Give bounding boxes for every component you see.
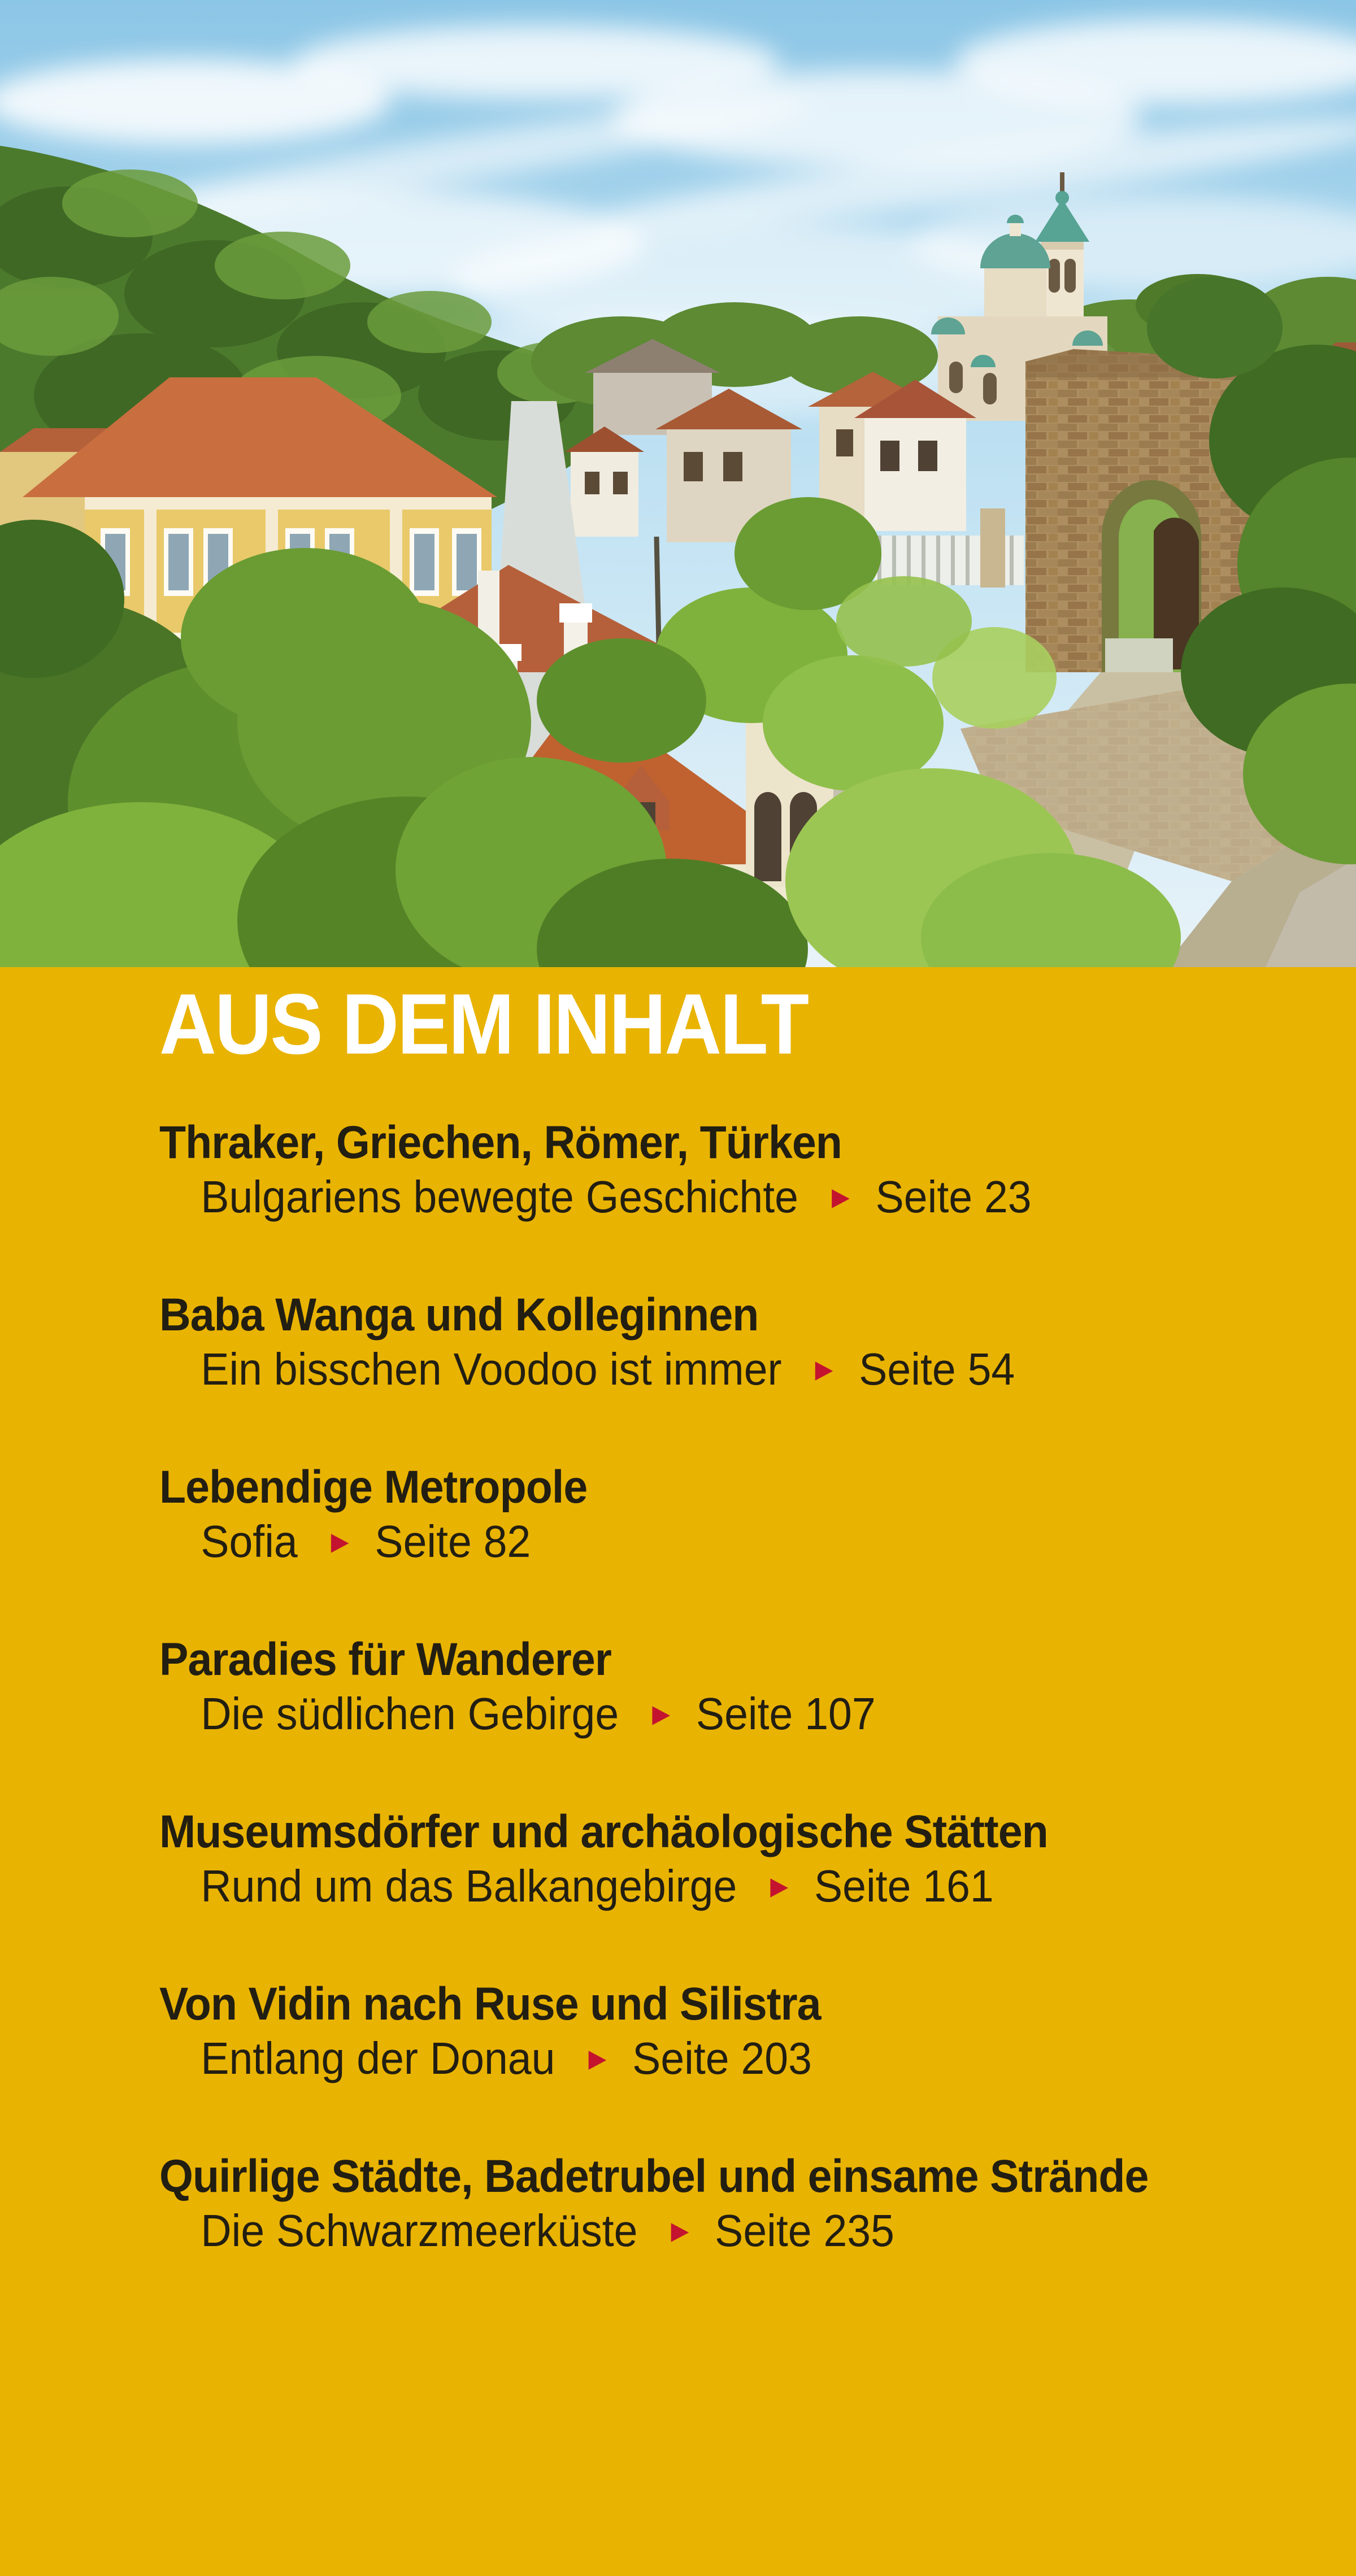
page-arrow-icon: ► <box>325 1524 355 1559</box>
toc-entry <box>159 2149 1148 2262</box>
toc-entry-subtitle: Sofia <box>201 1516 298 1567</box>
toc-entry-page: Seite 235 <box>715 2205 894 2256</box>
toc-entry-title: Museumsdörfer und archäologische Stätten <box>159 1806 1048 1857</box>
toc-entry-title: Lebendige Metropole <box>159 1461 588 1513</box>
page-arrow-icon: ► <box>646 1696 676 1731</box>
toc-entry-subtitle: Bulgariens bewegte Geschichte <box>201 1172 798 1222</box>
toc-entry-subtitle-line <box>201 2031 820 2090</box>
toc-entry-title: Baba Wanga und Kolleginnen <box>159 1289 759 1341</box>
toc-entry-subtitle-line <box>201 1859 1048 1918</box>
toc-entry-subtitle-line <box>201 1169 1031 1229</box>
toc-entry-subtitle-line <box>201 1342 1015 1401</box>
page-arrow-icon: ► <box>809 1351 839 1387</box>
toc-entry-subtitle: Die Schwarzmeerküste <box>201 2205 638 2256</box>
toc-entry-page: Seite 82 <box>375 1516 531 1567</box>
toc-entry-page: Seite 161 <box>814 1861 994 1911</box>
toc-entry-subtitle: Die südlichen Gebirge <box>201 1689 619 1739</box>
toc-entry <box>159 1633 876 1746</box>
page-arrow-icon: ► <box>764 1868 794 1904</box>
contents-section <box>0 967 1356 2576</box>
toc-entry-title: Von Vidin nach Ruse und Silistra <box>159 1978 821 2030</box>
toc-entry-page: Seite 107 <box>696 1689 876 1739</box>
toc-entry-page: Seite 54 <box>859 1344 1015 1394</box>
page-arrow-icon: ► <box>825 1179 855 1215</box>
toc-entry <box>159 1116 1032 1229</box>
toc-entry-subtitle: Rund um das Balkangebirge <box>201 1861 737 1911</box>
toc-entry <box>159 1805 1048 1918</box>
toc-entry-subtitle-line <box>201 1686 875 1746</box>
toc-entry <box>159 1288 1015 1401</box>
toc-entry-subtitle: Ein bisschen Voodoo ist immer <box>201 1344 782 1394</box>
toc-entry-title: Paradies für Wanderer <box>159 1634 611 1685</box>
toc-entry-title: Quirlige Städte, Badetrubel und einsame Strände <box>159 2151 1149 2202</box>
toc-entry <box>159 1460 587 1573</box>
toc-entry-subtitle: Entlang der Donau <box>201 2033 555 2083</box>
toc-entry-subtitle-line <box>201 1514 587 1573</box>
cover-photo <box>0 0 1356 967</box>
toc-entry <box>159 1977 821 2090</box>
toc-entry-page: Seite 23 <box>875 1172 1032 1222</box>
toc-entry-title: Thraker, Griechen, Römer, Türken <box>159 1117 842 1168</box>
toc-entry-subtitle-line <box>201 2203 1148 2262</box>
toc-entry-page: Seite 203 <box>632 2033 812 2083</box>
page-arrow-icon: ► <box>583 2040 612 2076</box>
contents-heading: AUS DEM INHALT <box>159 976 808 1072</box>
page-arrow-icon: ► <box>665 2213 695 2248</box>
